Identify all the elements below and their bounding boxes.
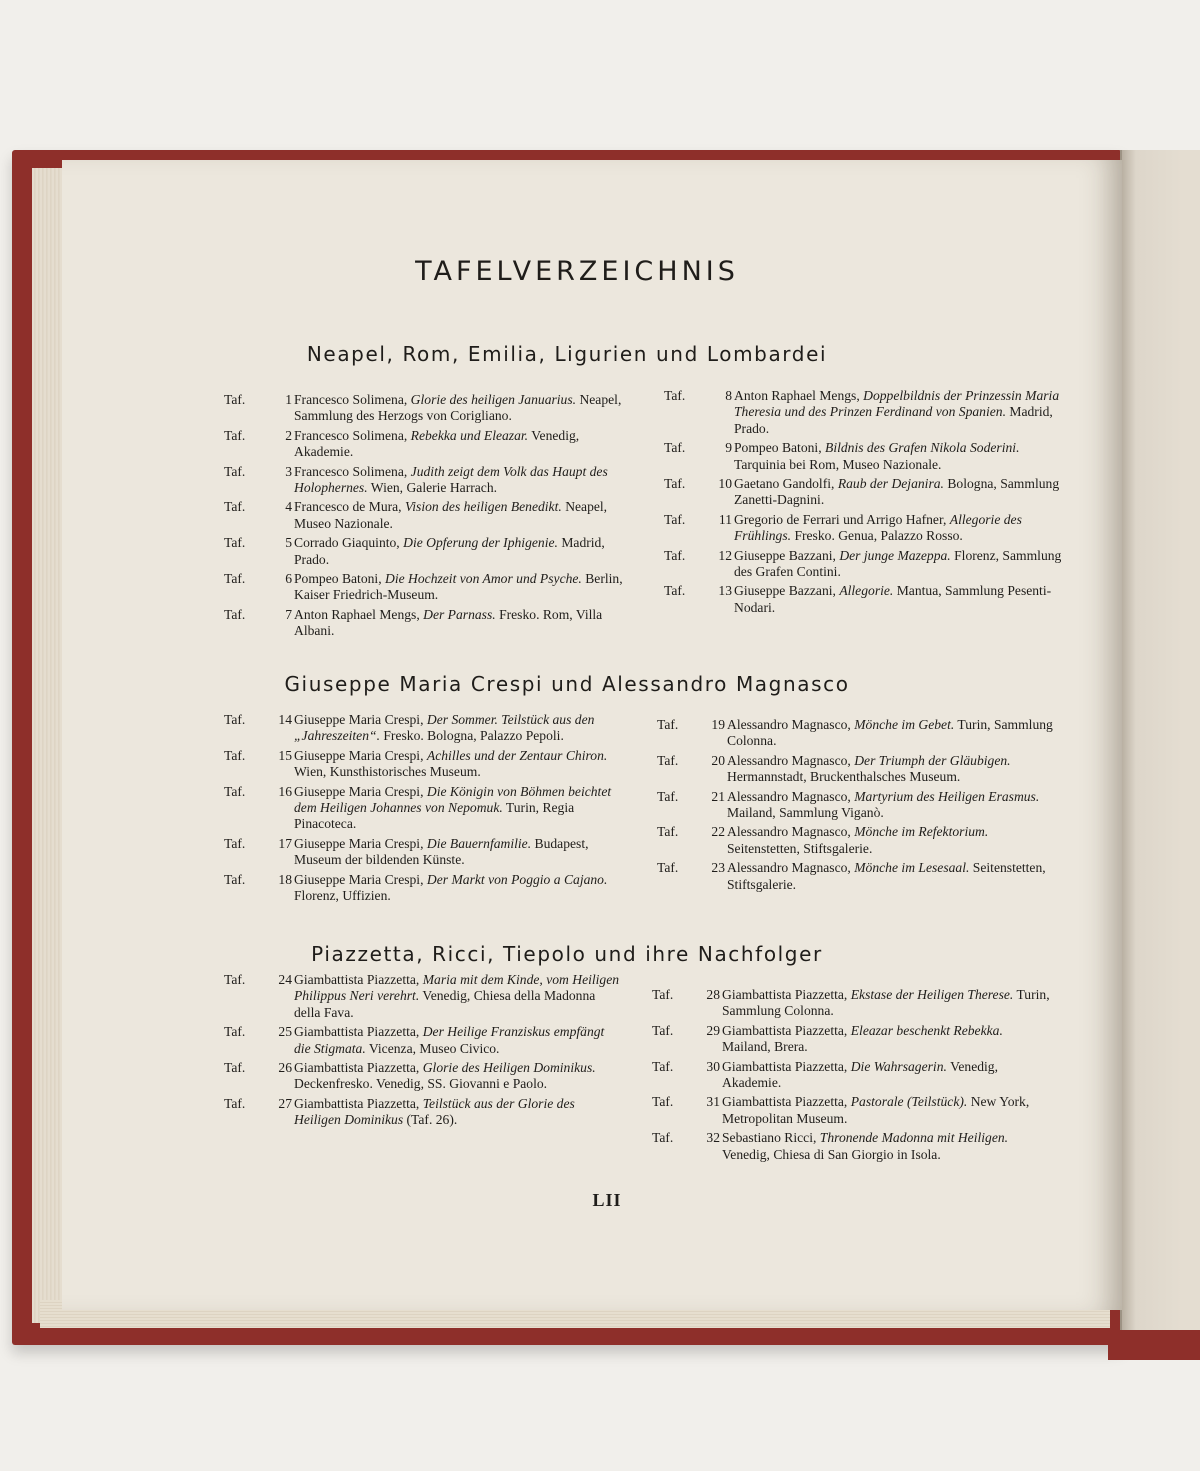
artist-name: Alessandro Magnasco, bbox=[727, 752, 851, 768]
artist-name: Giambattista Piazzetta, bbox=[722, 1094, 848, 1110]
location: Madrid, Prado. bbox=[294, 535, 605, 567]
taf-label: Taf. bbox=[664, 440, 686, 456]
entry-text bbox=[294, 464, 624, 497]
section-2-right-column bbox=[657, 717, 1057, 896]
location: Venedig, Akademie. bbox=[722, 1058, 999, 1091]
work-title: Rebekka und Eleazar. bbox=[410, 427, 529, 443]
taf-label: Taf. bbox=[224, 972, 246, 987]
plate-number: 1 bbox=[285, 392, 292, 407]
entry-text bbox=[734, 476, 1064, 509]
plate-number: 11 bbox=[718, 511, 732, 527]
work-title: Die Königin von Böhmen beichtet dem Heiligen Johannes von Nepomuk. bbox=[294, 783, 612, 816]
plate-entry bbox=[224, 535, 624, 568]
entry-text bbox=[294, 836, 624, 869]
location: Vicenza, Museo Civico. bbox=[368, 1040, 500, 1056]
plate-entry bbox=[664, 548, 1064, 581]
entry-text bbox=[727, 717, 1057, 750]
entry-text bbox=[727, 789, 1057, 822]
plate-entry bbox=[657, 753, 1057, 786]
plate-number: 21 bbox=[711, 788, 725, 804]
location: Hermannstadt, Bruckenthalsches Museum. bbox=[727, 769, 961, 785]
plate-entry bbox=[224, 1060, 624, 1093]
entry-text bbox=[727, 824, 1057, 857]
work-title: Maria mit dem Kinde, vom Heiligen Philippus Neri verehrt. bbox=[294, 972, 620, 1004]
location: Fresko. Bologna, Palazzo Pepoli. bbox=[383, 728, 564, 744]
location: Turin, Sammlung Colonna. bbox=[727, 717, 1053, 749]
plate-entry bbox=[224, 428, 624, 461]
plate-entry bbox=[652, 1023, 1052, 1056]
entry-text bbox=[734, 512, 1064, 545]
plate-number: 26 bbox=[278, 1060, 292, 1076]
taf-label: Taf. bbox=[224, 392, 246, 407]
taf-label: Taf. bbox=[657, 824, 679, 840]
entry-text bbox=[727, 753, 1057, 786]
artist-name: Francesco Solimena, bbox=[294, 463, 408, 479]
entry-text bbox=[294, 784, 624, 833]
taf-label: Taf. bbox=[664, 511, 686, 527]
entry-text bbox=[294, 428, 624, 461]
work-title: Bildnis des Grafen Nikola Soderini. bbox=[825, 440, 1020, 456]
plate-entry bbox=[664, 583, 1064, 616]
entry-text bbox=[727, 860, 1057, 893]
section-2-left-column bbox=[224, 712, 624, 907]
work-title: Allegorie. bbox=[839, 583, 894, 599]
artist-name: Giuseppe Maria Crespi, bbox=[294, 783, 424, 799]
taf-label: Taf. bbox=[652, 1094, 674, 1110]
book-page bbox=[62, 160, 1122, 1310]
artist-name: Pompeo Batoni, bbox=[734, 440, 822, 456]
taf-label: Taf. bbox=[657, 788, 679, 804]
entry-text bbox=[294, 1024, 624, 1057]
taf-label: Taf. bbox=[664, 388, 686, 403]
taf-label: Taf. bbox=[657, 752, 679, 768]
entry-text bbox=[722, 1023, 1052, 1056]
work-title: Glorie des Heiligen Dominikus. bbox=[422, 1060, 596, 1076]
plate-entry bbox=[664, 476, 1064, 509]
artist-name: Giuseppe Maria Crespi, bbox=[294, 747, 424, 763]
taf-label: Taf. bbox=[664, 476, 686, 492]
work-title: Die Hochzeit von Amor und Psyche. bbox=[385, 571, 582, 587]
location: Wien, Galerie Harrach. bbox=[370, 480, 498, 496]
work-title: Glorie des heiligen Januarius. bbox=[410, 392, 577, 407]
plate-number: 32 bbox=[706, 1130, 720, 1146]
work-title: Ekstase der Heiligen Therese. bbox=[850, 987, 1014, 1002]
plate-number: 20 bbox=[711, 752, 725, 768]
artist-name: Giambattista Piazzetta, bbox=[722, 1058, 848, 1074]
plate-number: 14 bbox=[278, 712, 292, 727]
artist-name: Anton Raphael Mengs, bbox=[734, 388, 860, 403]
location: Seitenstetten, Stiftsgalerie. bbox=[727, 840, 873, 856]
entry-text bbox=[722, 1059, 1052, 1092]
section-3-right-column bbox=[652, 987, 1052, 1166]
plate-number: 19 bbox=[711, 717, 725, 732]
work-title: Der Triumph der Gläubigen. bbox=[854, 752, 1011, 768]
plate-entry bbox=[224, 499, 624, 532]
page-number: LII bbox=[592, 1190, 622, 1210]
entry-text bbox=[734, 440, 1064, 473]
section-heading: Piazzetta, Ricci, Tiepolo und ihre Nachfolger bbox=[311, 942, 823, 966]
artist-name: Giuseppe Maria Crespi, bbox=[294, 835, 424, 851]
location: Venedig, Akademie. bbox=[294, 427, 580, 460]
plate-entry bbox=[224, 571, 624, 604]
plate-entry bbox=[224, 1024, 624, 1057]
work-title: Der Parnass. bbox=[423, 606, 496, 622]
location: Florenz, Uffizien. bbox=[294, 888, 391, 904]
work-title: Der junge Mazeppa. bbox=[839, 547, 951, 563]
section-heading: Neapel, Rom, Emilia, Ligurien und Lombardei bbox=[306, 342, 828, 366]
entry-text bbox=[294, 972, 624, 1021]
plate-number: 15 bbox=[278, 747, 292, 763]
plate-entry bbox=[224, 872, 624, 905]
plate-entry bbox=[652, 1130, 1052, 1163]
plate-number: 2 bbox=[285, 427, 292, 443]
entry-text bbox=[722, 1094, 1052, 1127]
plate-number: 3 bbox=[285, 463, 292, 479]
plate-number: 18 bbox=[278, 871, 292, 887]
plate-entry bbox=[657, 860, 1057, 893]
entry-text bbox=[294, 872, 624, 905]
plate-entry bbox=[657, 717, 1057, 750]
plate-entry bbox=[224, 712, 624, 745]
location: Turin, Sammlung Colonna. bbox=[722, 987, 1050, 1019]
location: Neapel, Museo Nazionale. bbox=[294, 499, 608, 531]
section-heading: Giuseppe Maria Crespi und Alessandro Magnasco bbox=[284, 672, 850, 696]
entry-text bbox=[294, 1060, 624, 1093]
plate-number: 27 bbox=[278, 1095, 292, 1111]
taf-label: Taf. bbox=[652, 987, 674, 1002]
location: Tarquinia bei Rom, Museo Nazionale. bbox=[734, 456, 942, 472]
location: Venedig, Chiesa della Madonna della Fava. bbox=[294, 988, 596, 1020]
work-title: Eleazar beschenkt Rebekka. bbox=[850, 1022, 1003, 1038]
artist-name: Gaetano Gandolfi, bbox=[734, 476, 835, 492]
work-title: Doppelbildnis der Prinzessin Maria Theresia und des Prinzen Ferdinand von Spanien. bbox=[734, 388, 1060, 420]
location: Madrid, Prado. bbox=[734, 404, 1053, 436]
entry-text bbox=[294, 712, 624, 745]
facing-page-edge bbox=[1120, 150, 1200, 1360]
location: Fresko. Genua, Palazzo Rosso. bbox=[794, 528, 963, 544]
plate-number: 10 bbox=[718, 476, 732, 492]
artist-name: Gregorio de Ferrari und Arrigo Hafner, bbox=[734, 511, 947, 527]
taf-label: Taf. bbox=[224, 535, 246, 551]
location: Fresko. Rom, Villa Albani. bbox=[294, 606, 603, 639]
taf-label: Taf. bbox=[224, 783, 246, 799]
work-title: Raub der Dejanira. bbox=[837, 476, 944, 492]
plate-number: 25 bbox=[278, 1024, 292, 1040]
taf-label: Taf. bbox=[224, 1024, 246, 1040]
location: Deckenfresko. Venedig, SS. Giovanni e Paolo. bbox=[294, 1076, 548, 1092]
location: Venedig, Chiesa di San Giorgio in Isola. bbox=[722, 1146, 941, 1162]
plate-entry bbox=[224, 464, 624, 497]
taf-label: Taf. bbox=[224, 747, 246, 763]
taf-label: Taf. bbox=[224, 1060, 246, 1076]
section-1-right-column bbox=[664, 388, 1064, 619]
plate-number: 7 bbox=[285, 606, 292, 622]
taf-label: Taf. bbox=[224, 463, 246, 479]
facing-cover-edge bbox=[1108, 1330, 1200, 1360]
taf-label: Taf. bbox=[224, 606, 246, 622]
location: Mantua, Sammlung Pesenti-Nodari. bbox=[734, 583, 1052, 615]
plate-entry bbox=[664, 440, 1064, 473]
entry-text bbox=[294, 748, 624, 781]
taf-label: Taf. bbox=[224, 571, 246, 587]
plate-entry bbox=[652, 1059, 1052, 1092]
artist-name: Giuseppe Bazzani, bbox=[734, 583, 836, 599]
artist-name: Giambattista Piazzetta, bbox=[294, 1060, 420, 1076]
artist-name: Giambattista Piazzetta, bbox=[294, 972, 420, 987]
artist-name: Alessandro Magnasco, bbox=[727, 824, 851, 840]
artist-name: Giuseppe Bazzani, bbox=[734, 547, 836, 563]
taf-label: Taf. bbox=[224, 427, 246, 443]
work-title: Judith zeigt dem Volk das Haupt des Holophernes. bbox=[294, 463, 608, 496]
work-title: Vision des heiligen Benedikt. bbox=[404, 499, 562, 515]
taf-label: Taf. bbox=[664, 583, 686, 599]
artist-name: Giambattista Piazzetta, bbox=[294, 1024, 420, 1040]
work-title: Mönche im Lesesaal. bbox=[854, 860, 970, 876]
artist-name: Giuseppe Maria Crespi, bbox=[294, 712, 424, 727]
taf-label: Taf. bbox=[224, 871, 246, 887]
location: Berlin, Kaiser Friedrich-Museum. bbox=[294, 571, 623, 603]
section-3-left-column bbox=[224, 972, 624, 1132]
work-title: Thronende Madonna mit Heiligen. bbox=[819, 1130, 1009, 1146]
taf-label: Taf. bbox=[664, 547, 686, 563]
plate-entry bbox=[224, 1096, 624, 1129]
location: Seitenstetten, Stiftsgalerie. bbox=[727, 860, 1046, 892]
taf-label: Taf. bbox=[224, 499, 246, 515]
plate-number: 24 bbox=[278, 972, 292, 987]
artist-name: Alessandro Magnasco, bbox=[727, 717, 851, 732]
entry-text bbox=[722, 1130, 1052, 1163]
artist-name: Sebastiano Ricci, bbox=[722, 1130, 817, 1146]
work-title: Die Wahrsagerin. bbox=[850, 1058, 947, 1074]
taf-label: Taf. bbox=[224, 835, 246, 851]
artist-name: Francesco de Mura, bbox=[294, 499, 402, 515]
artist-name: Giambattista Piazzetta, bbox=[722, 1022, 848, 1038]
plate-entry bbox=[224, 784, 624, 833]
artist-name: Anton Raphael Mengs, bbox=[294, 606, 420, 622]
location: (Taf. 26). bbox=[406, 1112, 458, 1128]
plate-entry bbox=[224, 972, 624, 1021]
page-title: TAFELVERZEICHNIS bbox=[415, 256, 739, 288]
plate-number: 31 bbox=[706, 1094, 720, 1110]
artist-name: Alessandro Magnasco, bbox=[727, 788, 851, 804]
artist-name: Francesco Solimena, bbox=[294, 427, 408, 443]
work-title: Der Heilige Franziskus empfängt die Stigmata. bbox=[294, 1024, 605, 1056]
plate-number: 23 bbox=[711, 860, 725, 876]
work-title: Mönche im Gebet. bbox=[854, 717, 955, 732]
plate-number: 16 bbox=[278, 783, 292, 799]
artist-name: Alessandro Magnasco, bbox=[727, 860, 851, 876]
taf-label: Taf. bbox=[657, 860, 679, 876]
plate-entry bbox=[652, 987, 1052, 1020]
plate-number: 17 bbox=[278, 835, 292, 851]
entry-text bbox=[734, 388, 1064, 437]
work-title: Pastorale (Teilstück). bbox=[850, 1094, 968, 1110]
plate-number: 28 bbox=[706, 987, 720, 1002]
plate-number: 12 bbox=[718, 547, 732, 563]
entry-text bbox=[722, 987, 1052, 1020]
plate-number: 4 bbox=[285, 499, 292, 515]
artist-name: Giambattista Piazzetta, bbox=[294, 1095, 420, 1111]
plate-number: 29 bbox=[706, 1022, 720, 1038]
location: New York, Metropolitan Museum. bbox=[722, 1094, 1030, 1126]
artist-name: Giuseppe Maria Crespi, bbox=[294, 871, 424, 887]
entry-text bbox=[294, 607, 624, 640]
artist-name: Giambattista Piazzetta, bbox=[722, 987, 848, 1002]
plate-entry bbox=[657, 789, 1057, 822]
entry-text bbox=[294, 392, 624, 425]
work-title: Die Bauernfamilie. bbox=[426, 835, 532, 851]
taf-label: Taf. bbox=[224, 712, 246, 727]
entry-text bbox=[294, 535, 624, 568]
artist-name: Francesco Solimena, bbox=[294, 392, 408, 407]
work-title: Achilles und der Zentaur Chiron. bbox=[426, 747, 608, 763]
plate-entry bbox=[224, 748, 624, 781]
location: Mailand, Sammlung Viganò. bbox=[727, 805, 884, 821]
plate-number: 22 bbox=[711, 824, 725, 840]
taf-label: Taf. bbox=[224, 1095, 246, 1111]
plate-number: 6 bbox=[285, 571, 292, 587]
artist-name: Corrado Giaquinto, bbox=[294, 535, 400, 551]
location: Budapest, Museum der bildenden Künste. bbox=[294, 835, 589, 868]
section-1-left-column bbox=[224, 392, 624, 643]
work-title: Mönche im Refektorium. bbox=[854, 824, 989, 840]
plate-number: 8 bbox=[725, 388, 732, 403]
plate-entry bbox=[224, 607, 624, 640]
plate-number: 13 bbox=[718, 583, 732, 599]
taf-label: Taf. bbox=[657, 717, 679, 732]
plate-entry bbox=[224, 392, 624, 425]
entry-text bbox=[734, 548, 1064, 581]
plate-entry bbox=[652, 1094, 1052, 1127]
plate-number: 30 bbox=[706, 1058, 720, 1074]
plate-entry bbox=[657, 824, 1057, 857]
work-title: Der Markt von Poggio a Cajano. bbox=[426, 871, 608, 887]
entry-text bbox=[294, 499, 624, 532]
plate-number: 9 bbox=[725, 440, 732, 456]
work-title: Der Sommer. Teilstück aus den „Jahreszeiten“. bbox=[294, 712, 595, 744]
artist-name: Pompeo Batoni, bbox=[294, 571, 382, 587]
location: Mailand, Brera. bbox=[722, 1039, 808, 1055]
location: Florenz, Sammlung des Grafen Contini. bbox=[734, 547, 1062, 580]
entry-text bbox=[294, 571, 624, 604]
plate-entry bbox=[224, 836, 624, 869]
work-title: Teilstück aus der Glorie des Heiligen Dominikus bbox=[294, 1095, 575, 1128]
plate-number: 5 bbox=[285, 535, 292, 551]
work-title: Martyrium des Heiligen Erasmus. bbox=[854, 788, 1040, 804]
taf-label: Taf. bbox=[652, 1022, 674, 1038]
location: Turin, Regia Pinacoteca. bbox=[294, 800, 575, 832]
location: Neapel, Sammlung des Herzogs von Corigliano. bbox=[294, 392, 622, 424]
taf-label: Taf. bbox=[652, 1130, 674, 1146]
plate-entry bbox=[664, 388, 1064, 437]
location: Wien, Kunsthistorisches Museum. bbox=[294, 764, 481, 780]
location: Bologna, Sammlung Zanetti-Dagnini. bbox=[734, 476, 1060, 508]
taf-label: Taf. bbox=[652, 1058, 674, 1074]
entry-text bbox=[294, 1096, 624, 1129]
entry-text bbox=[734, 583, 1064, 616]
plate-entry bbox=[664, 512, 1064, 545]
work-title: Die Opferung der Iphigenie. bbox=[403, 535, 558, 551]
work-title: Allegorie des Frühlings. bbox=[734, 511, 1022, 544]
